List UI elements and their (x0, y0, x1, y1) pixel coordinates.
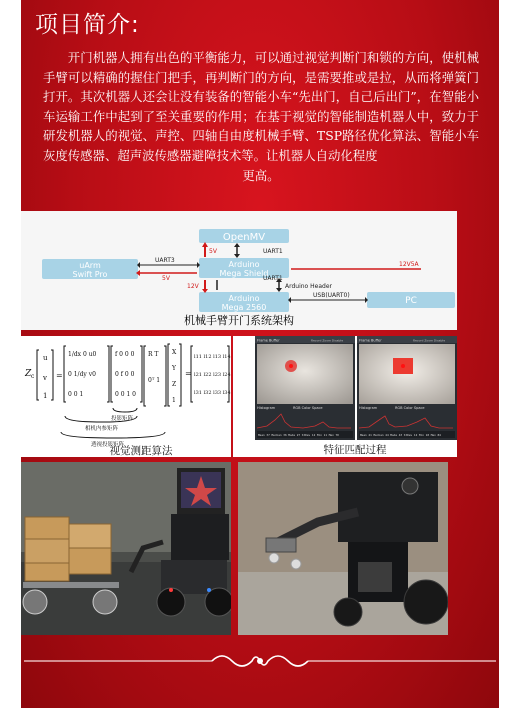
shield-label-1: Arduino (228, 260, 260, 269)
window-title: Frame Buffer (257, 338, 280, 343)
equals-sign: = (56, 371, 63, 380)
openmv-label: OpenMV (222, 232, 266, 243)
uart1-top-label: UART1 (263, 248, 283, 255)
equals-sign: = (185, 369, 192, 378)
matrix-bracket (111, 346, 113, 402)
formula-zc-sub: c (31, 373, 35, 380)
uart1-mid-label: UART1 (263, 275, 283, 282)
m5: X (172, 349, 177, 356)
m1: u (43, 354, 48, 362)
camera-view-left (257, 344, 353, 404)
feature-figure (233, 336, 457, 457)
section-title: 项目简介: (35, 12, 140, 38)
window-title: Frame Buffer (359, 338, 382, 343)
ornament-divider (22, 650, 498, 672)
mega-label-1: Arduino (228, 294, 260, 303)
brace-label: 投影矩阵 (111, 416, 134, 422)
usb-label: USB(UART0) (313, 292, 350, 299)
brace (61, 432, 165, 438)
vision-formula (21, 336, 231, 457)
m2: 1/dx 0 u0 (68, 351, 97, 358)
brace-label: 透视投影矩阵 (91, 442, 125, 448)
m2: 0 0 1 (68, 391, 84, 398)
m3: f 0 0 0 (115, 351, 135, 358)
m3: 0 0 1 0 (115, 391, 136, 398)
feature-caption: 特征匹配过程 (323, 444, 387, 456)
l-row: l31 l32 l33 l34 (194, 390, 231, 396)
arrowhead (234, 243, 240, 247)
v12-left-label: 12V (187, 283, 199, 290)
m3: 0 f 0 0 (115, 371, 135, 378)
l-row: l11 l12 l13 l14 (194, 354, 231, 360)
m5: Z (172, 381, 177, 388)
uarm-label-2: Swift Pro (72, 270, 108, 279)
arrowhead (276, 288, 282, 292)
pc-label: PC (405, 296, 417, 306)
robot-photo-right-image (238, 462, 448, 635)
matrix-bracket (144, 346, 146, 406)
architecture-caption: 机械手臂开门系统架构 (184, 314, 294, 327)
m2: 0 1/dy v0 (68, 371, 96, 378)
matrix-bracket (140, 346, 142, 402)
vision-figure (21, 336, 231, 457)
matrix-bracket (51, 350, 53, 400)
intro-text-end: 更高。 (242, 167, 280, 183)
formula-zc: Z (25, 369, 32, 379)
color-space-label: RGB Color Space (293, 406, 323, 410)
v12-right-label: 12V5A (399, 261, 419, 268)
stats-text: Mean 37 Median 36 Mode 27 StDev 12 Min 11 Max 70 (258, 433, 339, 437)
m4: R T (148, 351, 159, 358)
robot-photo-left-image (21, 462, 231, 635)
m1: 1 (43, 392, 48, 400)
window-menu: Record Zoom Disable (413, 338, 446, 343)
target-center (401, 364, 405, 368)
matrix-bracket (179, 344, 181, 406)
histogram-label: Histogram (359, 406, 378, 410)
mega-label-2: Mega 2560 (221, 303, 267, 312)
arduino-header-label: Arduino Header (285, 283, 332, 290)
arrowhead (234, 254, 240, 258)
v5-left-label: 5V (162, 275, 170, 282)
robot-photo-left (21, 462, 231, 635)
matrix-bracket (191, 346, 193, 402)
matrix-bracket (168, 344, 170, 406)
m1: v (43, 374, 47, 382)
matrix-bracket (107, 346, 109, 402)
m5: 1 (172, 397, 176, 404)
shield-label-2: Mega Shield (219, 269, 269, 278)
histogram-label: Histogram (257, 406, 276, 410)
brace (113, 408, 137, 412)
brace-label: 相机内参矩阵 (85, 426, 119, 432)
intro-paragraph (43, 48, 479, 185)
stats-text: Mean 41 Median 44 Mode 43 StDev 12 Min 18 Max 84 (360, 433, 441, 437)
v5-mid-label: 5V (209, 248, 217, 255)
architecture-diagram (21, 211, 457, 330)
robot-photo-right (238, 462, 448, 635)
color-space-label: RGB Color Space (395, 406, 425, 410)
uart3-label: UART3 (155, 257, 175, 264)
l-row: l21 l22 l23 l24 (194, 372, 231, 378)
intro-text: 开门机器人拥有出色的平衡能力，可以通过视觉判断门和锁的方向，使机械手臂可以精确的握住门把手，再判断门的方向，是需要推或是拉，从而将弹簧门打开。其次机器人还会让没有装备的智能小车“先出门，自己后出门”，在智能小车运输工作中起到了至关重要的作用；在基于视觉的智能制造机器人中，致力于研发机器人的视觉、声控、四轴自由度机械手臂、TSP路径优化算法、智能小车灰度传感器、超声波传感器避障技术等。让机器人自动化程度 (43, 50, 479, 163)
matrix-bracket (164, 346, 166, 406)
uarm-label-1: uArm (79, 261, 101, 270)
matrix-bracket (64, 346, 66, 402)
feature-screens (233, 336, 457, 457)
m5: Y (172, 365, 176, 372)
m4: 0ᵀ 1 (148, 377, 161, 384)
architecture-figure (21, 211, 457, 330)
matrix-bracket (37, 350, 39, 400)
target-center (289, 364, 293, 368)
window-menu: Record Zoom Disable (311, 338, 344, 343)
vision-caption: 视觉测距算法 (109, 445, 173, 457)
